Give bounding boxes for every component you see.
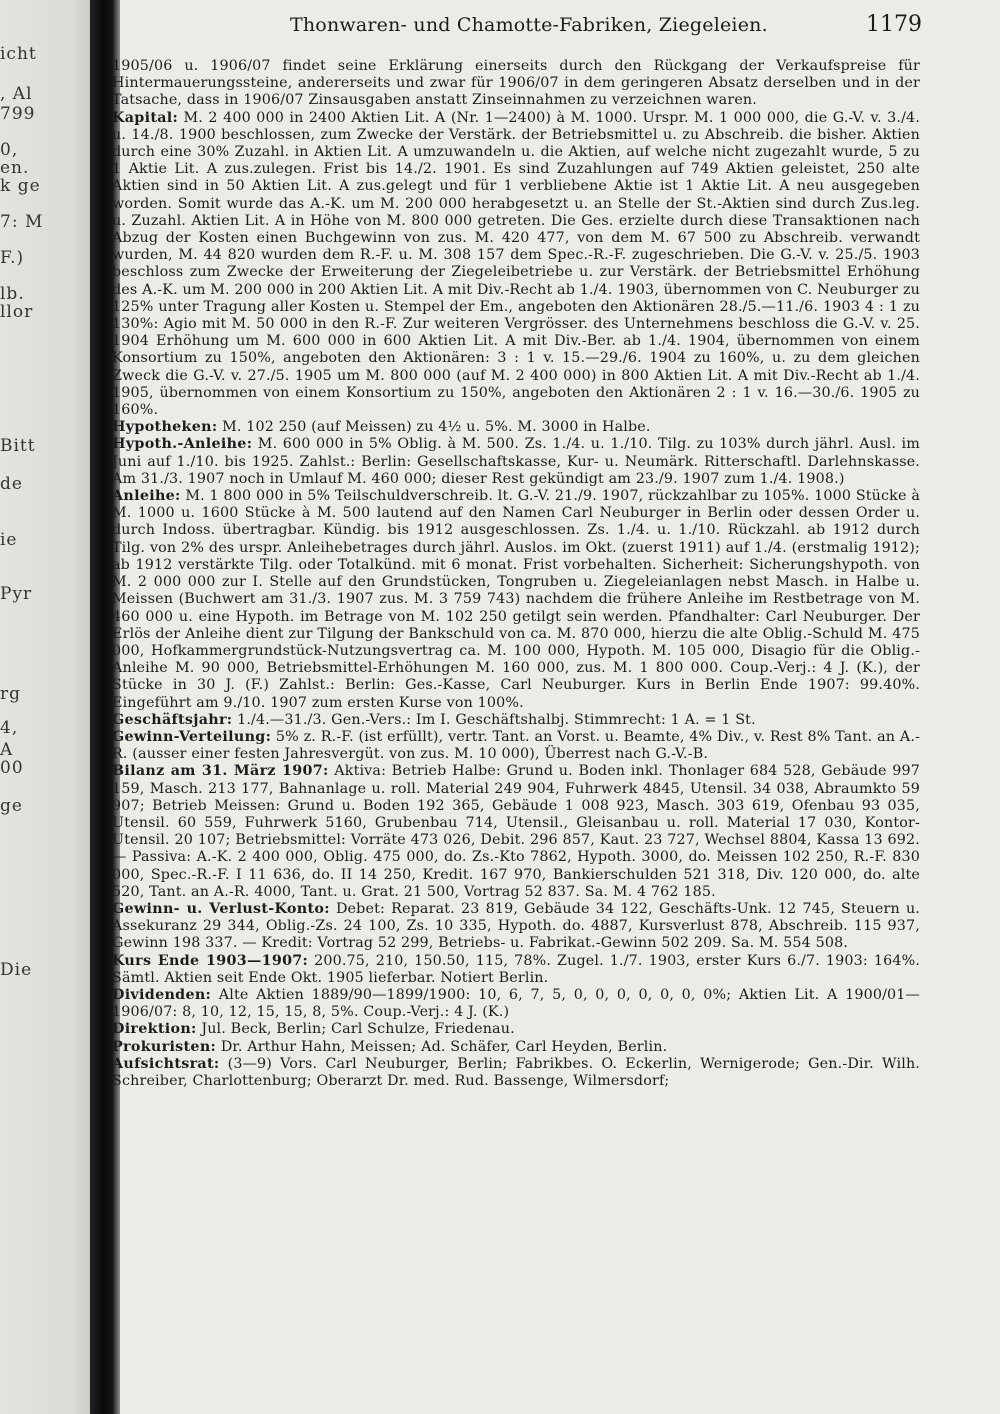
section-heading: Direktion:: [112, 1021, 197, 1038]
margin-fragment: , Al: [0, 84, 33, 104]
margin-fragment: de: [0, 474, 23, 494]
adjacent-page-margin: [0, 0, 92, 1414]
margin-fragment: k ge: [0, 176, 41, 196]
section-text: (3—9) Vors. Carl Neuburger, Berlin; Fabrikbes. O. Eckerlin, Wernigerode; Gen.-Dir. Wilh. Schreiber, Charlottenburg; Oberarzt Dr. med. Rud. Bassenge, Wilmersdorf;: [112, 1055, 920, 1089]
margin-fragment: Die: [0, 960, 33, 980]
section-aufsichtsrat: [112, 1056, 920, 1090]
margin-fragment: ge: [0, 796, 23, 816]
section-text: Dr. Arthur Hahn, Meissen; Ad. Schäfer, Carl Heyden, Berlin.: [220, 1038, 668, 1055]
margin-fragment: lb.: [0, 284, 25, 304]
running-title: Thonwaren- und Chamotte-Fabriken, Ziegeleien.: [290, 14, 768, 36]
section-text: 200.75, 210, 150.50, 115, 78%. Zugel. 1./7. 1903, erster Kurs 6./7. 1903: 164%. Sämtl. Aktien seit Ende Okt. 1905 lieferbar. Notiert Berlin.: [112, 952, 920, 986]
margin-fragment: en.: [0, 158, 30, 178]
section-heading: Prokuristen:: [112, 1038, 217, 1055]
section-gewinn-verlust: [112, 901, 920, 953]
margin-fragment: llor: [0, 302, 34, 322]
section-heading: Hypoth.-Anleihe:: [112, 436, 253, 453]
section-prokuristen: [112, 1039, 920, 1056]
section-hypoth-anleihe: [112, 436, 920, 488]
section-direktion: [112, 1021, 920, 1038]
margin-fragment: 7: M: [0, 212, 44, 232]
section-text: M. 2 400 000 in 2400 Aktien Lit. A (Nr. 1—2400) à M. 1000. Urspr. M. 1 000 000, die G.-V. v. 3./4. u. 14./8. 1900 beschlossen, zum Zwecke der Verstärk. der Betriebsmittel u. zu Abschreib. die bisher. Aktien durch eine 30% Zuzahl. in Aktien Lit. A umzuwandeln u. die Aktien, auf welche nicht zugezahlt wurde, 5 zu 1 Aktie Lit. A zus.zulegen. Frist bis 14./2. 1901. Es sind Zuzahlungen auf 749 Aktien geleistet, 250 alte Aktien sind in 50 Aktien Lit. A zus.gelegt und für 1 verbliebene Aktie ist 1 Aktie Lit. A neu ausgegeben worden. Somit wurde das A.-K. um M. 200 000 herabgesetzt u. an Stelle der St.-Aktien sind durch Zus.leg. u. Zuzahl. Aktien Lit. A in Höhe von M. 800 000 getreten. Die Ges. erzielte durch diese Transaktionen nach Abzug der Kosten einen Buchgewinn von zus. M. 420 477, von dem M. 67 500 zu Abschreib. verwandt wurden, M. 44 820 wurden dem R.-F. u. M. 308 157 dem Spec.-R.-F. zugeschrieben. Die G.-V. v. 25./5. 1903 beschloss zum Zwecke der Erweiterung der Ziegeleibetriebe u. zur Verstärk. der Betriebsmittel Erhöhung des A.-K. um M. 200 000 in 200 Aktien Lit. A mit Div.-Recht ab 1./4. 1903, übernommen von C. Neuburger zu 125% unter Tragung aller Kosten u. Stempel der Em., angeboten den Aktionären 28./5.—11./6. 1903 4 : 1 zu 130%: Agio mit M. 50 000 in den R.-F. Zur weiteren Vergrösser. des Unternehmens beschloss die G.-V. v. 25. 1904 Erhöhung um M. 600 000 in 600 Aktien Lit. A mit Div.-Ber. ab 1./4. 1904, übernommen von einem Konsortium zu 150%, angeboten den Aktionären: 3 : 1 v. 15.—29./6. 1904 zu 160%, u. zu dem gleichen Zweck die G.-V. v. 27./5. 1905 um M. 800 000 (auf M. 2 400 000) in 800 Aktien Lit. A mit Div.-Recht ab 1./4. 1905, übernommen von einem Konsortium zu 150%, angeboten den Aktionären 2 : 1 v. 16.—30./6. 1905 zu 160%.: [112, 109, 920, 419]
section-heading: Dividenden:: [112, 986, 212, 1003]
section-anleihe: [112, 488, 920, 712]
section-heading: Kurs Ende 1903—1907:: [112, 952, 309, 969]
section-text: 1./4.—31./3. Gen.-Vers.: Im I. Geschäftshalbj. Stimmrecht: 1 A. = 1 St.: [237, 711, 756, 728]
section-heading: Anleihe:: [112, 488, 181, 505]
section-heading: Gewinn- u. Verlust-Konto:: [112, 900, 330, 917]
running-header: [112, 14, 922, 44]
margin-fragment: 799: [0, 104, 36, 124]
margin-fragment: icht: [0, 44, 37, 64]
section-dividenden: [112, 987, 920, 1021]
section-text: Alte Aktien 1889/90—1899/1900: 10, 6, 7, 5, 0, 0, 0, 0, 0, 0, 0%; Aktien Lit. A 1900/01—1906/07: 8, 10, 12, 15, 15, 8, 5%. Coup.-Verj.: 4 J. (K.): [112, 986, 920, 1021]
margin-fragment: F.): [0, 248, 25, 268]
section-heading: Kapital:: [112, 109, 179, 126]
margin-fragment: ie: [0, 530, 18, 550]
section-heading: Aufsichtsrat:: [112, 1055, 220, 1072]
margin-fragment: rg: [0, 684, 22, 704]
section-text: M. 1 800 000 in 5% Teilschuldverschreib. lt. G.-V. 21./9. 1907, rückzahlbar zu 105%. 1000 Stücke à M. 1000 u. 1600 Stücke à M. 500 lautend auf den Namen Carl Neuburger in Berlin oder dessen Order u. durch Indoss. übertragbar. Kündig. bis 1912 ausgeschlossen. Zs. 1./4. u. 1./10. Rückzahl. ab 1912 durch Tilg. von 2% des urspr. Anleihebetrages durch jährl. Auslos. im Okt. (zuerst 1911) auf 1./4. (erstmalig 1912); ab 1912 verstärkte Tilg. oder Totalkünd. mit 6 monat. Frist vorbehalten. Sicherheit: Sicherungshypoth. von M. 2 000 000 zur I. Stelle auf den Grundstücken, Tongruben u. Ziegeleianlagen nebst Masch. in Halbe u. Meissen (Buchwert am 31./3. 1907 zus. M. 3 759 743) nachdem die frühere Anleihe im Restbetrage von M. 460 000 u. eine Hypoth. im Betrage von M. 102 250 getilgt sein werden. Pfandhalter: Carl Neuburger. Der Erlös der Anleihe dient zur Tilgung der Bankschuld von ca. M. 870 000, hierzu die alte Oblig.-Schuld M. 475 000, Hofkammergrundstück-Nutzungsvertrag ca. M. 100 000, Hypoth. M. 105 000, Disagio für die Oblig.-Anleihe M. 90 000, Betriebsmittel-Erhöhungen M. 160 000, zus. M. 1 800 000. Coup.-Verj.: 4 J. (K.), der Stücke in 30 J. (F.) Zahlst.: Berlin: Ges.-Kasse, Carl Neuburger. Kurs in Berlin Ende 1907: 99.40%. Eingeführt am 9./10. 1907 zum ersten Kurse von 100%.: [112, 488, 920, 711]
section-geschaeftsjahr: [112, 712, 920, 729]
section-text: M. 600 000 in 5% Oblig. à M. 500. Zs. 1./4. u. 1./10. Tilg. zu 103% durch jährl. Ausl. im Juni auf 1./10. bis 1925. Zahlst.: Berlin: Gesellschaftskasse, Kur- u. Neumärk. Ritterschaftl. Darlehnskasse. Am 31./3. 1907 noch in Umlauf M. 460 000; dieser Rest gekündigt am 23./9. 1907 zum 1./4. 1908.): [112, 436, 920, 487]
margin-fragment: 0,: [0, 140, 19, 160]
section-text: M. 102 250 (auf Meissen) zu 4½ u. 5%. M. 3000 in Halbe.: [222, 419, 651, 436]
margin-fragment: A: [0, 740, 14, 760]
margin-fragment: Bitt: [0, 436, 36, 456]
section-kurs: [112, 953, 920, 987]
section-heading: Geschäftsjahr:: [112, 711, 233, 728]
section-text: Debet: Reparat. 23 819, Gebäude 34 122, Geschäfts-Unk. 12 745, Steuern u. Assekuranz 29 344, Oblig.-Zs. 24 100, Zs. 10 335, Hypoth. do. 4887, Kursverlust 878, Abschreib. 115 937, Gewinn 198 337. — Kredit: Vortrag 52 299, Betriebs- u. Fabrikat.-Gewinn 502 209. Sa. M. 554 508.: [112, 900, 921, 952]
section-heading: Hypotheken:: [112, 419, 218, 436]
section-gewinn-verteilung: [112, 729, 920, 763]
margin-fragment: 4,: [0, 718, 19, 738]
margin-fragment: Pyr: [0, 584, 33, 604]
document-body: [112, 58, 920, 1090]
section-heading: Bilanz am 31. März 1907:: [112, 763, 329, 780]
page-number: 1179: [866, 12, 922, 37]
section-text: 5% z. R.-F. (ist erfüllt), vertr. Tant. an Vorst. u. Beamte, 4% Div., v. Rest 8% Tant. an A.-R. (ausser einer festen Jahresvergüt. von zus. M. 10 000), Überrest nach G.-V.-B.: [112, 728, 921, 763]
section-kapital: [112, 110, 920, 420]
section-text: Aktiva: Betrieb Halbe: Grund u. Boden inkl. Thonlager 684 528, Gebäude 997 159, Masch. 213 177, Bahnanlage u. roll. Material 249 904, Fuhrwerk 4845, Utensil. 34 038, Abraumkto 59 907; Betrieb Meissen: Grund u. Boden 192 365, Gebäude 1 008 923, Masch. 303 619, Ofenbau 93 035, Utensil. 60 559, Fuhrwerk 5160, Grubenbau 714, Utensil., Gleisanbau u. roll. Material 17 030, Kontor-Utensil. 20 107; Betriebsmittel: Vorräte 473 026, Debit. 296 857, Kaut. 23 727, Wechsel 8804, Kassa 13 692. — Passiva: A.-K. 2 400 000, Oblig. 475 000, do. Zs.-Kto 7862, Hypoth. 3000, do. Meissen 102 250, R.-F. 830 000, Spec.-R.-F. I 11 636, do. II 14 250, Kredit. 167 970, Bankierschulden 521 318, Div. 120 000, do. alte 520, Tant. an A.-R. 4000, Tant. u. Grat. 21 500, Vortrag 52 837. Sa. M. 4 762 185.: [112, 763, 921, 900]
section-bilanz: [112, 763, 920, 901]
margin-fragment: 00: [0, 758, 24, 778]
intro-paragraph: 1905/06 u. 1906/07 findet seine Erklärung einerseits durch den Rückgang der Verkaufspreise für Hintermauerungssteine, andererseits und zwar für 1906/07 in dem geringeren Absatz derselben und in der Tatsache, dass in 1906/07 Zinsausgaben anstatt Zinseinnahmen zu verzeichnen waren.: [112, 58, 920, 109]
section-hypotheken: [112, 419, 920, 436]
document-page: [112, 0, 922, 1414]
section-text: Jul. Beck, Berlin; Carl Schulze, Friedenau.: [201, 1021, 515, 1038]
section-heading: Gewinn-Verteilung:: [112, 728, 272, 745]
